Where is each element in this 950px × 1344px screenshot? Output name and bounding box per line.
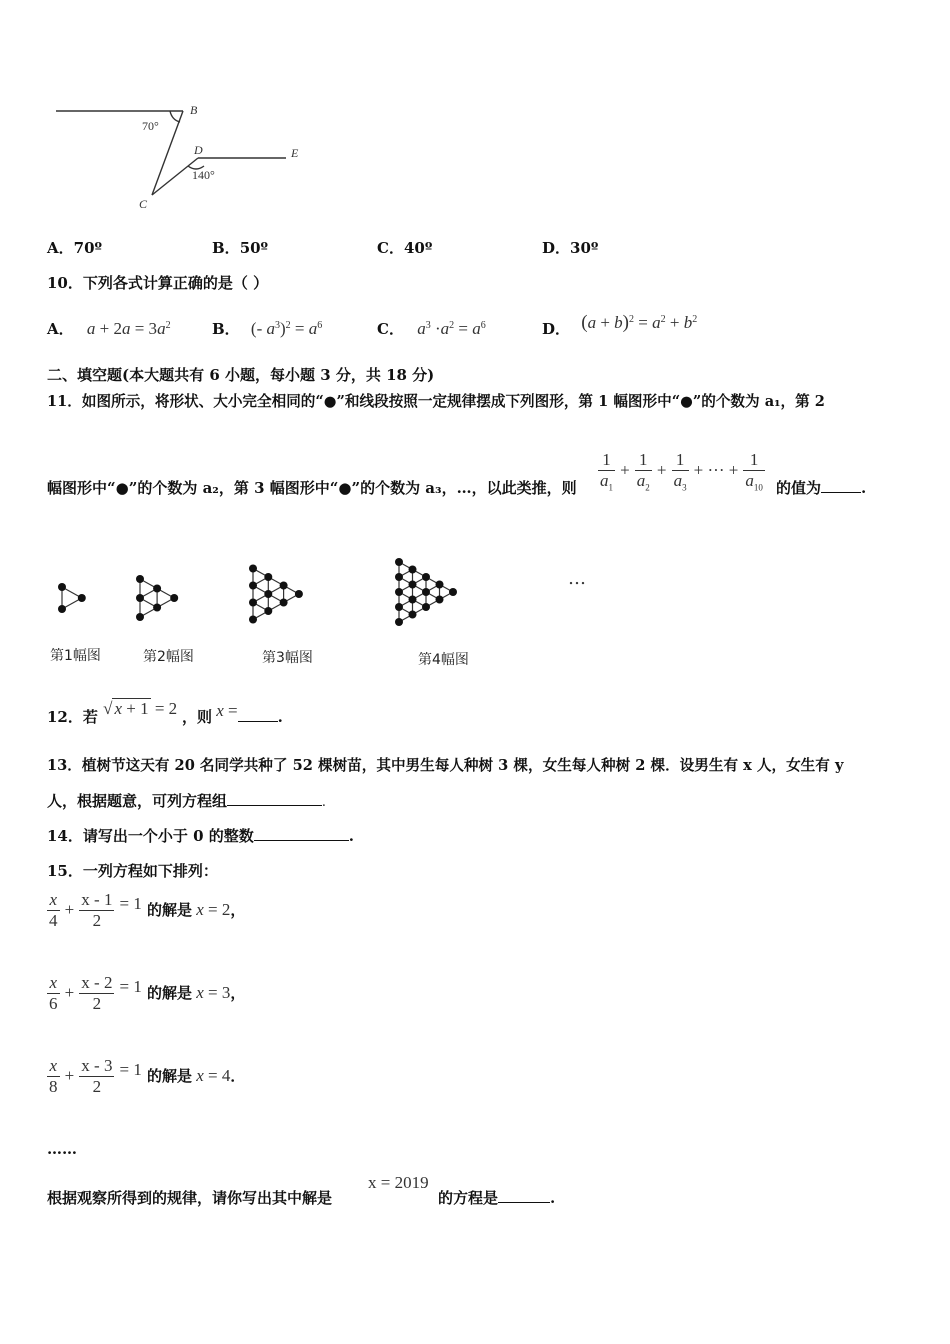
figure-3-dot: [249, 565, 257, 573]
q15-final-suffix: 的方程是 .: [438, 1189, 556, 1207]
q14-answer-blank[interactable]: [254, 840, 349, 841]
q12-answer-blank[interactable]: [238, 721, 278, 722]
q11-line2-suffix: 的值为 .: [776, 479, 867, 497]
q13-line1: 13．植树节这天有 20 名同学共种了 52 棵树苗，其中男生每人种树 3 棵，女生每人种树 2 棵．设男生有 x 人，女生有 y: [47, 757, 844, 774]
label-b: B: [190, 103, 198, 117]
q10-stem: 10．下列各式计算正确的是（ ）: [47, 274, 269, 292]
figure-2-dot: [170, 594, 178, 602]
figure-4-dot: [422, 603, 430, 611]
q15-answer-blank[interactable]: [498, 1202, 550, 1203]
q15-stem: 15．一列方程如下排列：: [47, 862, 218, 880]
figure-4-dot: [436, 581, 444, 589]
q15-final-value: x = 2019: [368, 1173, 429, 1192]
figure-4-dot: [422, 588, 430, 596]
figure-caption-2: 第2幅图: [143, 649, 194, 665]
dot-pattern-figures: [40, 540, 600, 645]
q15-dots: ……: [47, 1140, 77, 1158]
figure-3-dot: [280, 582, 288, 590]
q12-line: 12．若 √ x + 1 = 2 ，则 x = .: [47, 699, 283, 726]
q14-line: 14．请写出一个小于 0 的整数 .: [47, 827, 354, 845]
figure-3-dot: [249, 582, 257, 590]
figure-4-dot: [395, 588, 403, 596]
q11-line1: 11．如图所示，将形状、大小完全相同的“●”和线段按照一定规律摆成下列图形，第 1 幅图形中“●”的个数为 a₁，第 2: [47, 393, 825, 410]
figure-3-dot: [249, 599, 257, 607]
figure-4-dot: [436, 596, 444, 604]
q9-option-d: D．30º: [542, 239, 599, 257]
label-e: E: [291, 146, 299, 160]
q10-option-c: C． $a^3 \cdot a^2 = a^6$: [377, 319, 486, 338]
figure-2-dot: [153, 585, 161, 593]
figure-2-dot: [153, 604, 161, 612]
q9-option-b: B．50º: [212, 239, 269, 257]
section-2-heading: 二、填空题(本大题共有 6 小题，每小题 3 分，共 18 分): [47, 366, 435, 384]
figure-ellipsis: …: [568, 568, 588, 589]
figure-4-dot: [422, 573, 430, 581]
figure-3-dot: [264, 590, 272, 598]
figure-3-dot: [249, 616, 257, 624]
angle-140-label: 140°: [192, 168, 215, 182]
figure-4-dot: [395, 603, 403, 611]
figure-4-dot: [395, 618, 403, 626]
figure-3-dot: [280, 599, 288, 607]
q9-option-a: A．70º: [47, 239, 103, 257]
angle-geometry-figure: [50, 100, 320, 215]
angle-70-label: 70°: [142, 119, 159, 133]
figure-1-dot: [58, 583, 66, 591]
q11-line2: 幅图形中“●”的个数为 a₂，第 3 幅图形中“●”的个数为 a₃，…，以此类推，则: [47, 479, 577, 497]
figure-2-dot: [136, 613, 144, 621]
figure-4-dot: [409, 566, 417, 574]
figure-2-dot: [136, 575, 144, 583]
q9-option-c: C．40º: [377, 239, 433, 257]
q13-answer-blank[interactable]: [227, 805, 322, 806]
figure-3-dot: [264, 607, 272, 615]
label-c: C: [139, 197, 148, 211]
figure-3-dot: [264, 573, 272, 581]
q13-line2: 人，根据题意，可列方程组 .: [47, 792, 326, 810]
figure-caption-1: 第1幅图: [50, 648, 101, 664]
q15-equation-2: $\frac{x}{6}$ + $\frac{x - 2}{2}$ = 1 的解是 x = 3，: [49, 973, 246, 1013]
figure-4-dot: [409, 581, 417, 589]
q15-final-line: 根据观察所得到的规律，请你写出其中解是: [47, 1189, 333, 1207]
figure-caption-4: 第4幅图: [418, 652, 469, 668]
figure-4-dot: [409, 611, 417, 619]
q10-option-d: D． $(a + b)^2 = a^2 + b^2$: [542, 312, 698, 338]
figure-2-dot: [136, 594, 144, 602]
q11-sum-expression: $\frac{1}{a_1}$ + $\frac{1}{a_2}$ + $\frac{1}{a_3}$ + ··· + $\frac{1}{a_{10}}$: [600, 450, 763, 493]
figure-4-dot: [395, 573, 403, 581]
figure-4-dot: [449, 588, 457, 596]
figure-1-dot: [58, 605, 66, 613]
q11-answer-blank[interactable]: [821, 492, 861, 493]
q10-option-a: A． $a + 2a = 3a^2$: [47, 319, 171, 338]
q15-equation-3: $\frac{x}{8}$ + $\frac{x - 3}{2}$ = 1 的解是 x = 4．: [49, 1056, 246, 1096]
figure-caption-3: 第3幅图: [262, 650, 313, 666]
figure-3-dot: [295, 590, 303, 598]
figure-1-dot: [78, 594, 86, 602]
q10-option-b: B． (- $a^3)^2 = a^6$: [212, 319, 323, 338]
q15-equation-1: $\frac{x}{4}$ + $\frac{x - 1}{2}$ = 1 的解是 x = 2，: [49, 890, 246, 930]
figure-4-dot: [409, 596, 417, 604]
label-d: D: [194, 143, 203, 157]
figure-4-dot: [395, 558, 403, 566]
